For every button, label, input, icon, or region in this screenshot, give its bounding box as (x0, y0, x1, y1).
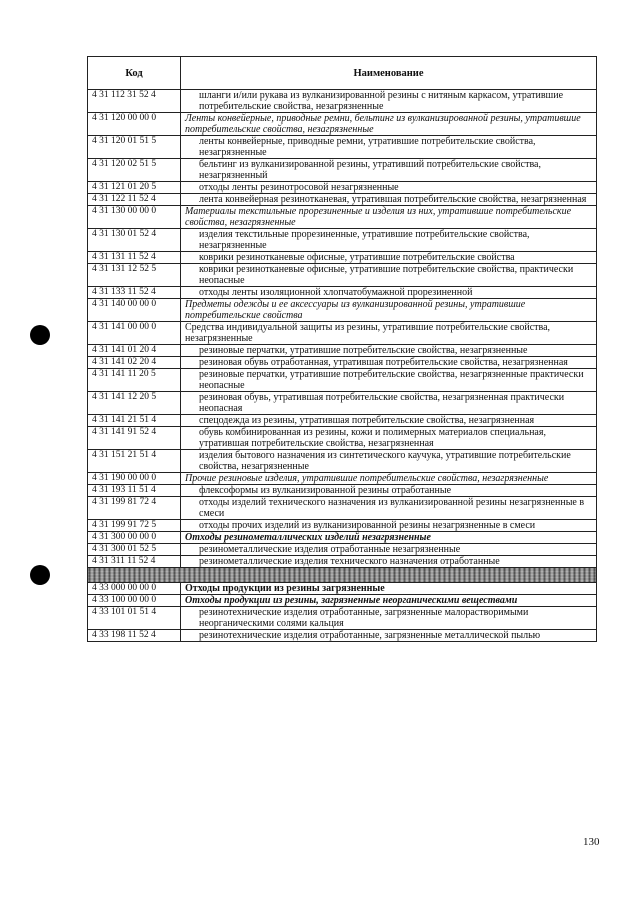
name-cell: Ленты конвейерные, приводные ремни, бельтинг из вулканизированной резины, утратившие потребительские свойства, незагрязненные (181, 113, 597, 136)
name-cell: изделия бытового назначения из синтетического каучука, утратившие потребительские свойства, незагрязненные (181, 450, 597, 473)
table-row (88, 345, 597, 357)
name-cell: коврики резинотканевые офисные, утратившие потребительские свойства, практически неопасные (181, 264, 597, 287)
scan-artifact-cell (88, 568, 597, 583)
code-cell: 4 31 141 91 52 4 (88, 427, 181, 450)
table-row (88, 607, 597, 630)
code-cell: 4 31 193 11 51 4 (88, 485, 181, 497)
code-cell: 4 31 141 11 20 5 (88, 369, 181, 392)
table-row (88, 113, 597, 136)
code-cell: 4 31 122 11 52 4 (88, 194, 181, 206)
code-cell: 4 31 140 00 00 0 (88, 299, 181, 322)
table-row (88, 322, 597, 345)
name-cell: обувь комбинированная из резины, кожи и полимерных материалов специальная, утратившая потребительские свойства, незагрязненная (181, 427, 597, 450)
name-cell: флексоформы из вулканизированной резины отработанные (181, 485, 597, 497)
name-cell: Отходы продукции из резины, загрязненные неорганическими веществами (181, 595, 597, 607)
name-cell: ленты конвейерные, приводные ремни, утратившие потребительские свойства, незагрязненные (181, 136, 597, 159)
name-cell: Средства индивидуальной защиты из резины, утратившие потребительские свойства, незагрязненные (181, 322, 597, 345)
code-cell: 4 31 199 91 72 5 (88, 520, 181, 532)
table-header-row (88, 57, 597, 90)
table-row (88, 415, 597, 427)
name-cell: резиновые перчатки, утратившие потребительские свойства, незагрязненные практически неопасные (181, 369, 597, 392)
code-cell: 4 31 120 00 00 0 (88, 113, 181, 136)
code-cell: 4 33 100 00 00 0 (88, 595, 181, 607)
table-row (88, 252, 597, 264)
code-cell: 4 31 151 21 51 4 (88, 450, 181, 473)
table-row (88, 450, 597, 473)
table-row (88, 595, 597, 607)
code-cell: 4 31 120 02 51 5 (88, 159, 181, 182)
name-cell: Отходы продукции из резины загрязненные (181, 583, 597, 595)
code-cell: 4 31 141 00 00 0 (88, 322, 181, 345)
table-row (88, 556, 597, 568)
code-cell: 4 31 121 01 20 5 (88, 182, 181, 194)
table-row (88, 497, 597, 520)
code-cell: 4 31 311 11 52 4 (88, 556, 181, 568)
code-cell: 4 31 131 11 52 4 (88, 252, 181, 264)
name-cell: резиновая обувь отработанная, утратившая потребительские свойства, незагрязненная (181, 357, 597, 369)
table-row (88, 583, 597, 595)
name-cell: бельтинг из вулканизированной резины, утративший потребительские свойства, незагрязненный (181, 159, 597, 182)
table-row (88, 473, 597, 485)
name-cell: отходы ленты изоляционной хлопчатобумажной прорезиненной (181, 287, 597, 299)
scan-artifact-band (88, 568, 597, 583)
table-row (88, 206, 597, 229)
code-cell: 4 31 141 01 20 4 (88, 345, 181, 357)
code-cell: 4 33 000 00 00 0 (88, 583, 181, 595)
table-row (88, 544, 597, 556)
table-row (88, 182, 597, 194)
code-cell: 4 31 190 00 00 0 (88, 473, 181, 485)
code-cell: 4 33 198 11 52 4 (88, 630, 181, 642)
punch-hole-top (30, 325, 50, 345)
table-row (88, 357, 597, 369)
name-cell: Предметы одежды и ее аксессуары из вулканизированной резины, утратившие потребительские свойства (181, 299, 597, 322)
name-cell: отходы прочих изделий из вулканизированной резины незагрязненные в смеси (181, 520, 597, 532)
name-cell: резинометаллические изделия отработанные незагрязненные (181, 544, 597, 556)
table-row (88, 520, 597, 532)
table-row (88, 264, 597, 287)
table-row (88, 229, 597, 252)
code-cell: 4 31 130 01 52 4 (88, 229, 181, 252)
table-row (88, 194, 597, 206)
table-row (88, 90, 597, 113)
code-cell: 4 31 199 81 72 4 (88, 497, 181, 520)
name-cell: Отходы резинометаллических изделий незагрязненные (181, 532, 597, 544)
table-body (88, 90, 597, 642)
name-cell: изделия текстильные прорезиненные, утратившие потребительские свойства, незагрязненные (181, 229, 597, 252)
code-cell: 4 31 133 11 52 4 (88, 287, 181, 299)
table-row (88, 369, 597, 392)
name-cell: шланги и/или рукава из вулканизированной резины с нитяным каркасом, утратившие потребительские свойства, незагрязненные (181, 90, 597, 113)
name-cell: резиновая обувь, утратившая потребительские свойства, незагрязненная практически неопасная (181, 392, 597, 415)
code-cell: 4 31 141 12 20 5 (88, 392, 181, 415)
column-header-name: Наименование (181, 57, 597, 90)
name-cell: отходы ленты резинотросовой незагрязненные (181, 182, 597, 194)
code-cell: 4 33 101 01 51 4 (88, 607, 181, 630)
name-cell: резиновые перчатки, утратившие потребительские свойства, незагрязненные (181, 345, 597, 357)
code-cell: 4 31 131 12 52 5 (88, 264, 181, 287)
code-cell: 4 31 120 01 51 5 (88, 136, 181, 159)
page-number: 130 (583, 836, 600, 848)
code-cell: 4 31 112 31 52 4 (88, 90, 181, 113)
table-row (88, 427, 597, 450)
table-row (88, 299, 597, 322)
name-cell: коврики резинотканевые офисные, утратившие потребительские свойства (181, 252, 597, 264)
name-cell: лента конвейерная резинотканевая, утратившая потребительские свойства, незагрязненная (181, 194, 597, 206)
code-cell: 4 31 300 00 00 0 (88, 532, 181, 544)
code-cell: 4 31 141 21 51 4 (88, 415, 181, 427)
code-cell: 4 31 141 02 20 4 (88, 357, 181, 369)
table-row (88, 392, 597, 415)
name-cell: резинотехнические изделия отработанные, загрязненные металлической пылью (181, 630, 597, 642)
table-row (88, 287, 597, 299)
name-cell: отходы изделий технического назначения из вулканизированной резины незагрязненные в смеси (181, 497, 597, 520)
code-cell: 4 31 300 01 52 5 (88, 544, 181, 556)
name-cell: резинотехнические изделия отработанные, загрязненные малорастворимыми неорганическими солями кальция (181, 607, 597, 630)
name-cell: резинометаллические изделия технического назначения отработанные (181, 556, 597, 568)
table-row (88, 485, 597, 497)
column-header-code: Код (88, 57, 181, 90)
code-cell: 4 31 130 00 00 0 (88, 206, 181, 229)
table-row (88, 630, 597, 642)
name-cell: спецодежда из резины, утратившая потребительские свойства, незагрязненная (181, 415, 597, 427)
name-cell: Прочие резиновые изделия, утратившие потребительские свойства, незагрязненные (181, 473, 597, 485)
name-cell: Материалы текстильные прорезиненные и изделия из них, утратившие потребительские свойства, незагрязненные (181, 206, 597, 229)
table-row (88, 136, 597, 159)
table-row (88, 532, 597, 544)
waste-classification-table (87, 56, 597, 642)
punch-hole-bottom (30, 565, 50, 585)
table-row (88, 159, 597, 182)
